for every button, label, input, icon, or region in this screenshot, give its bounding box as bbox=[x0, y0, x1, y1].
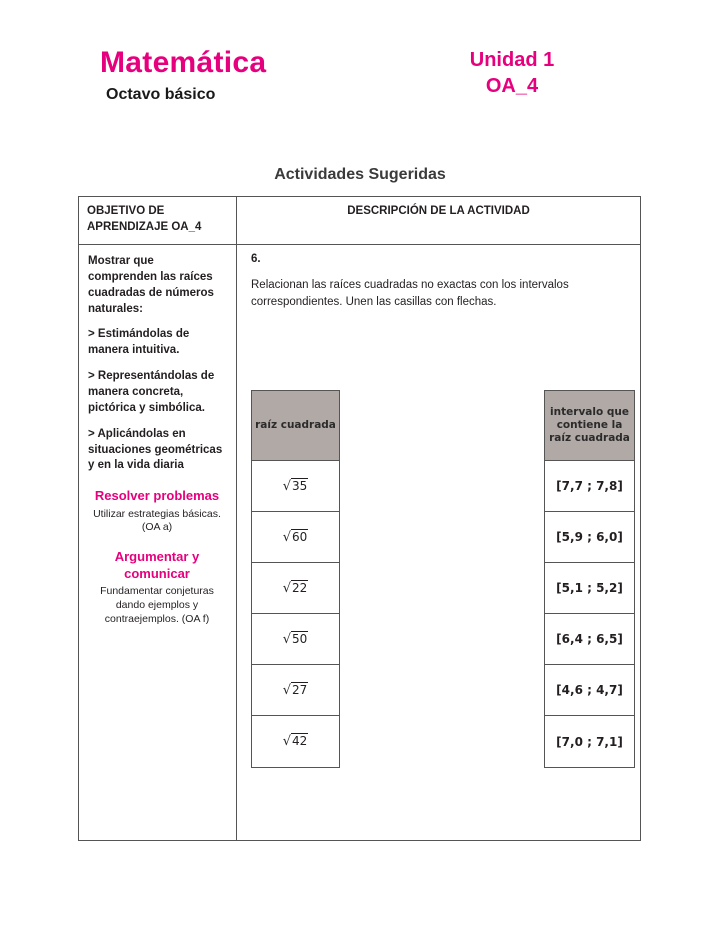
unit-block bbox=[402, 48, 622, 99]
interval-cell[interactable] bbox=[545, 614, 634, 665]
radicand: 60 bbox=[292, 529, 308, 544]
activity-description: Relacionan las raíces cuadradas no exactas con los intervalos correspondientes. Unen las casillas con flechas. bbox=[251, 279, 569, 308]
radicand: 22 bbox=[292, 580, 308, 595]
interval-value: [5,9 ; 6,0] bbox=[556, 530, 623, 544]
level-subtitle: Octavo básico bbox=[106, 86, 216, 103]
activity-cell bbox=[237, 245, 640, 840]
intervals-column-header: intervalo que contiene la raíz cuadrada bbox=[545, 391, 634, 461]
interval-cell[interactable] bbox=[545, 461, 634, 512]
interval-value: [5,1 ; 5,2] bbox=[556, 581, 623, 595]
interval-value: [7,0 ; 7,1] bbox=[556, 734, 623, 749]
activity-number: 6. bbox=[251, 253, 261, 265]
skill-title: Argumentar y comunicar bbox=[114, 549, 200, 581]
radical-expression: √35 bbox=[282, 478, 308, 494]
objective-paragraph: Mostrar que comprenden las raíces cuadradas de números naturales: bbox=[88, 255, 214, 315]
radical-expression: √22 bbox=[282, 580, 308, 596]
interval-cell[interactable] bbox=[545, 563, 634, 614]
column-header-objective: OBJETIVO DE APRENDIZAJE OA_4 bbox=[79, 197, 237, 244]
intervals-column bbox=[544, 390, 635, 768]
radical-expression: √27 bbox=[282, 682, 308, 698]
root-cell[interactable] bbox=[252, 563, 339, 614]
oa-label: OA_4 bbox=[485, 75, 539, 97]
radical-expression: √42 bbox=[282, 734, 308, 749]
activities-table bbox=[78, 196, 641, 841]
objective-paragraph: > Estimándolas de manera intuitiva. bbox=[88, 328, 190, 357]
root-cell[interactable] bbox=[252, 512, 339, 563]
column-header-description: DESCRIPCIÓN DE LA ACTIVIDAD bbox=[347, 205, 530, 217]
skill-description: Utilizar estrategias básicas. (OA a) bbox=[93, 507, 221, 534]
objective-paragraph: > Aplicándolas en situaciones geométricas y en la vida diaria bbox=[88, 427, 223, 472]
interval-value: [6,4 ; 6,5] bbox=[556, 632, 623, 646]
subject-title: Matemática bbox=[100, 46, 267, 79]
root-cell[interactable] bbox=[252, 665, 339, 716]
radical-expression: √50 bbox=[282, 631, 308, 647]
skill-block-argumentar bbox=[88, 549, 226, 626]
section-heading: Actividades Sugeridas bbox=[274, 166, 446, 183]
interval-value: [4,6 ; 4,7] bbox=[556, 683, 623, 697]
root-cell[interactable] bbox=[252, 716, 339, 767]
skill-block-resolver bbox=[88, 488, 226, 535]
objective-cell bbox=[79, 245, 237, 840]
root-cell[interactable] bbox=[252, 614, 339, 665]
radicand: 42 bbox=[292, 734, 308, 748]
radicand: 50 bbox=[292, 631, 308, 646]
radical-expression: √60 bbox=[282, 529, 308, 545]
document-header bbox=[78, 40, 642, 120]
skill-title: Resolver problemas bbox=[94, 488, 220, 504]
radicand: 35 bbox=[292, 478, 308, 493]
skill-description: Fundamentar conjeturas dando ejemplos y contraejemplos. (OA f) bbox=[100, 584, 214, 625]
root-cell[interactable] bbox=[252, 461, 339, 512]
table-header-row bbox=[79, 197, 640, 245]
roots-column bbox=[251, 390, 340, 768]
interval-cell[interactable] bbox=[545, 716, 634, 767]
objective-paragraph: > Representándolas de manera concreta, pictórica y simbólica. bbox=[88, 370, 215, 414]
interval-cell[interactable] bbox=[545, 512, 634, 563]
roots-column-header: raíz cuadrada bbox=[252, 391, 339, 461]
interval-value: [7,7 ; 7,8] bbox=[556, 479, 623, 493]
objective-text bbox=[88, 254, 226, 474]
radicand: 27 bbox=[292, 682, 308, 697]
interval-cell[interactable] bbox=[545, 665, 634, 716]
unit-label: Unidad 1 bbox=[469, 49, 555, 71]
